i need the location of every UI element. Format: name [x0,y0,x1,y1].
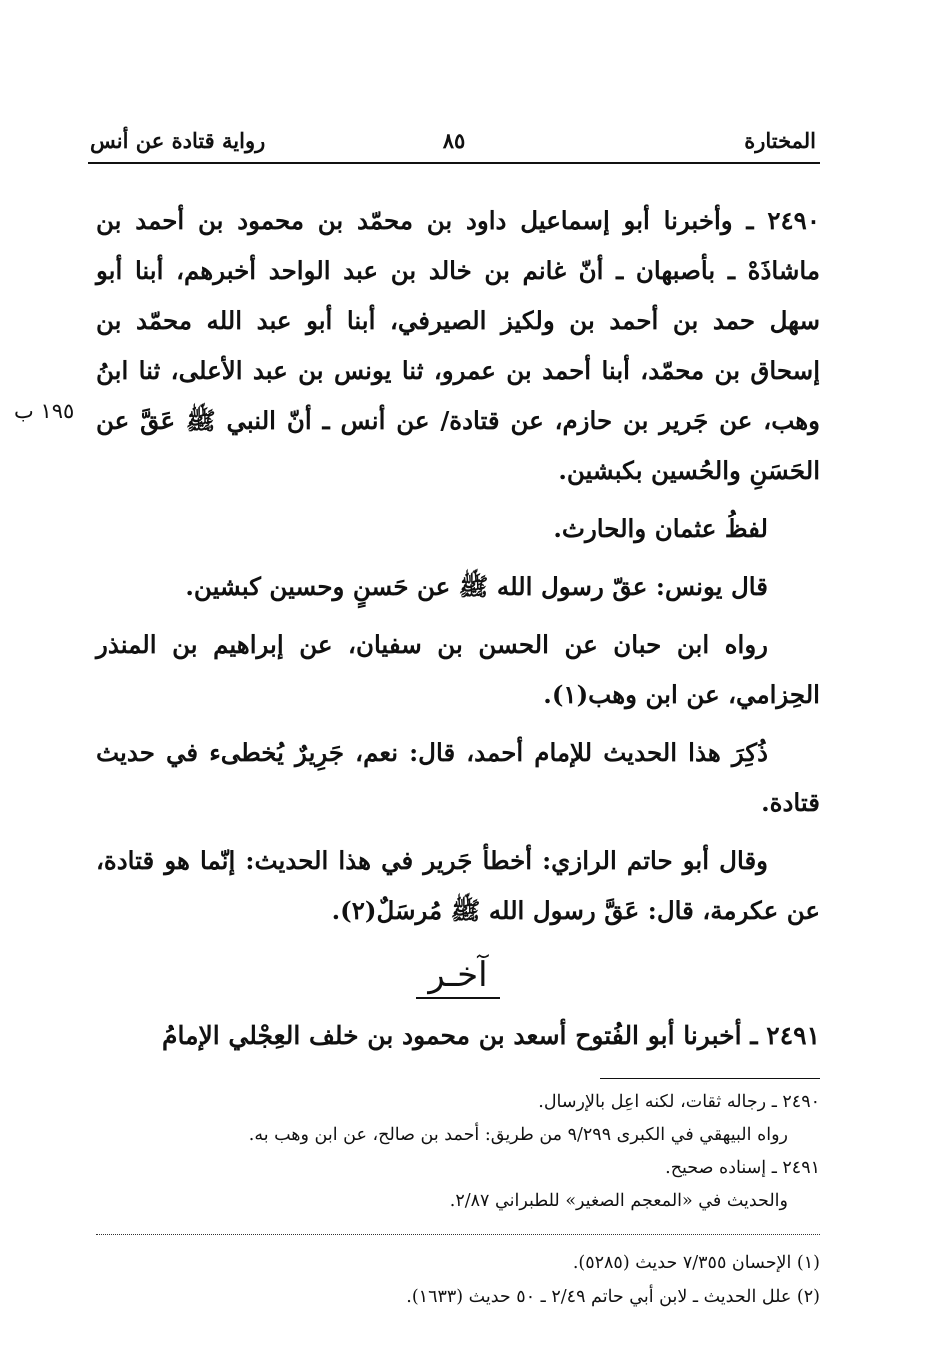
note-2491: ٢٤٩١ ـ إسناده صحيح. [665,1158,820,1178]
hadith-2490: ٢٤٩٠ ـ وأخبرنا أبو إسماعيل داود بن محمّد بن محمود بن أحمد بن ماشاذَهْ ـ بأصبهان ـ أنّ غانم بن خالد بن عبد الواحد أخبرهم، أبنا أبو سهل حمد بن أحمد بن ولكيز الصيرفي، أبنا أبو عبد الله محمّد بن إسحاق بن محمّد، أبنا أحمد بن عمرو، ثنا يونس بن عبد الأعلى، ثنا ابنُ وهب، عن جَرير بن حازم، عن قتادة/ عن أنس ـ أنّ النبي ﷺ عَقَّ عن الحَسَنِ والحُسين بكبشين. [96,206,820,485]
footnote-divider [96,1234,820,1235]
paragraph-ahmad: ذُكِرَ هذا الحديث للإمام أحمد، قال: نعم، جَرِيرٌ يُخطىء في حديث قتادة. [96,738,820,817]
note-bayhaqi: رواه البيهقي في الكبرى ٩/٢٩٩ من طريق: أحمد بن صالح، عن ابن وهب به. [248,1125,788,1145]
running-header [88,126,820,158]
note-2490: ٢٤٩٠ ـ رجاله ثقات، لكنه اعِل بالإرسال. [538,1092,820,1112]
chapter-title: رواية قتادة عن أنس [90,128,266,153]
paragraph-wording: لفظُ عثمان والحارث. [553,514,768,543]
manuscript-folio-note: ١٩٥ ب [14,399,75,423]
book-title: المختارة [744,128,816,153]
editor-notes [96,1086,820,1218]
paragraph-abu-hatim: وقال أبو حاتم الرازي: أخطأ جَرير في هذا الحديث: إنّما هو قتادة، عن عكرمة، قال: عَقَّ رسول الله ﷺ مُرسَلٌ(٢). [96,846,820,925]
paragraph-ibn-hibban: رواه ابن حبان عن الحسن بن سفيان، عن إبراهيم بن المنذر الحِزامي، عن ابن وهب(١). [96,630,820,709]
note-tabarani: والحديث في «المعجم الصغير» للطبراني ٢/٨٧. [449,1191,788,1211]
main-text [96,196,820,936]
footnote-2: (٢) علل الحديث ـ لابن أبي حاتم ٢/٤٩ ـ ٥٠ حديث (١٦٣٣). [406,1287,820,1307]
paragraph-yunus: قال يونس: عقّ رسول الله ﷺ عن حَسنٍ وحسين كبشين. [185,572,768,601]
footnotes [96,1246,820,1314]
section-heading [96,955,820,995]
header-divider [88,162,820,164]
page-number: ٨٥ [442,128,466,153]
section-heading-text: آخـر [416,955,499,999]
footnote-1: (١) الإحسان ٧/٣٥٥ حديث (٥٢٨٥). [572,1253,820,1273]
hadith-2491: ٢٤٩١ ـ أخبرنا أبو الفُتوح أسعد بن محمود بن خلف العِجْلي الإمامُ [162,1021,820,1050]
notes-divider [600,1078,820,1079]
